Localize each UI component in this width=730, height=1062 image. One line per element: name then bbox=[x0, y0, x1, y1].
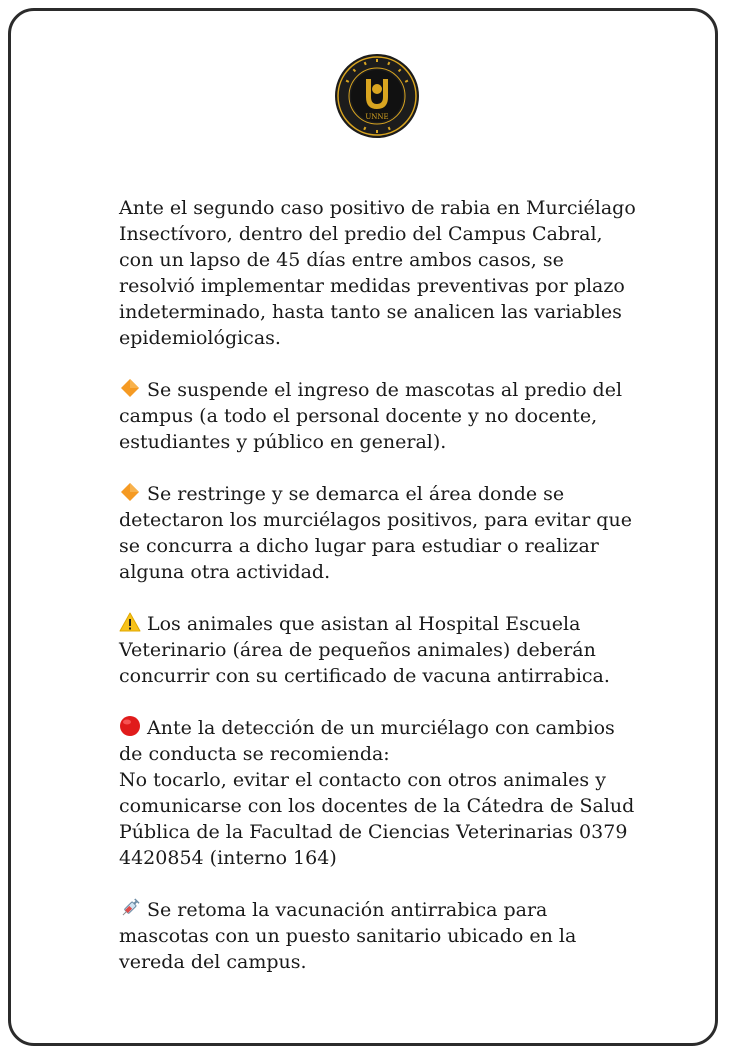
syringe-icon bbox=[119, 897, 141, 919]
notice-frame bbox=[8, 8, 718, 1046]
measure-5 bbox=[119, 897, 639, 975]
notice-content bbox=[119, 195, 639, 1001]
measure-3-text: Los animales que asistan al Hospital Escuela Veterinario (área de pequeños animales) deberán concurrir con su certificado de vacuna antirrabica. bbox=[119, 613, 610, 687]
logo-text: UNNE bbox=[365, 113, 389, 121]
measure-4-text: Ante la detección de un murciélago con cambios de conducta se recomienda: bbox=[119, 717, 615, 765]
measure-1-text: Se suspende el ingreso de mascotas al predio del campus (a todo el personal docente y no docente, estudiantes y público en general). bbox=[119, 379, 623, 453]
measure-4-recommendation: No tocarlo, evitar el contacto con otros animales y comunicarse con los docentes de la Cátedra de Salud Pública de la Facultad de Ciencias Veterinarias 0379 4420854 (interno 164) bbox=[119, 769, 635, 869]
warning-icon bbox=[119, 611, 141, 633]
unne-logo bbox=[334, 53, 420, 139]
red-circle-icon bbox=[119, 715, 141, 737]
intro-paragraph: Ante el segundo caso positivo de rabia en Murciélago Insectívoro, dentro del predio del Campus Cabral, con un lapso de 45 días entre ambos casos, se resolvió implementar medidas preventivas por plazo indeterminado, hasta tanto se analicen las variables epidemiológicas. bbox=[119, 197, 636, 349]
measure-2 bbox=[119, 481, 639, 585]
measure-2-text: Se restringe y se demarca el área donde se detectaron los murciélagos positivos, para evitar que se concurra a dicho lugar para estudiar o realizar alguna otra actividad. bbox=[119, 483, 632, 583]
measure-3 bbox=[119, 611, 639, 689]
measure-1 bbox=[119, 377, 639, 455]
university-seal-icon bbox=[334, 53, 420, 139]
measure-5-text: Se retoma la vacunación antirrabica para mascotas con un puesto sanitario ubicado en la vereda del campus. bbox=[119, 899, 577, 973]
orange-diamond-icon bbox=[119, 481, 141, 503]
orange-diamond-icon bbox=[119, 377, 141, 399]
measure-4 bbox=[119, 715, 639, 767]
